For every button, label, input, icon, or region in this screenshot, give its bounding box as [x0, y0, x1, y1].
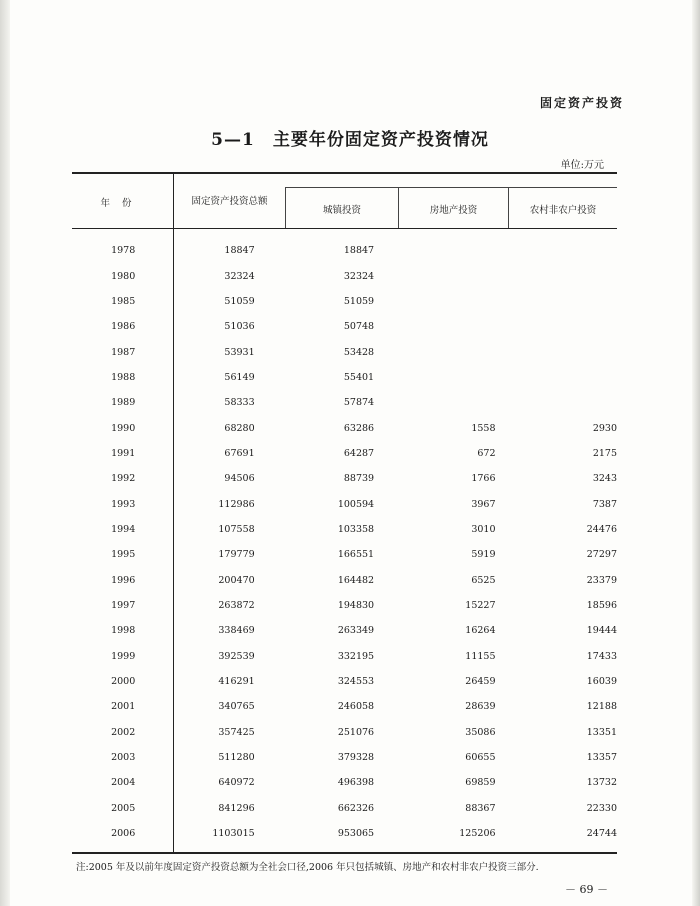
- cell-real-estate: 125206: [459, 828, 496, 840]
- cell-total: 392539: [218, 650, 255, 662]
- cell-year: 2000: [111, 676, 136, 688]
- cell-real-estate: [374, 390, 495, 415]
- cell-real-estate: 69859: [465, 777, 496, 789]
- cell-year: 2005: [111, 802, 136, 814]
- column-header-year: 年份: [100, 198, 144, 209]
- cell-year: 1995: [111, 549, 136, 561]
- cell-urban: 18847: [343, 245, 375, 257]
- cell-year: 1985: [111, 295, 136, 307]
- section-header: 固定资产投资: [539, 96, 624, 110]
- cell-year: 1994: [111, 523, 136, 535]
- cell-urban: 63286: [343, 422, 375, 434]
- cell-real-estate: 3010: [471, 523, 496, 535]
- cell-year: 2001: [111, 701, 136, 713]
- cell-year: 1980: [111, 270, 136, 282]
- table-row: [72, 796, 617, 821]
- column-header-urban: 城镇投资: [322, 205, 361, 216]
- cell-rural: [496, 339, 617, 364]
- cell-rural: [496, 390, 617, 415]
- cell-real-estate: 3967: [471, 498, 496, 510]
- cell-rural: 13351: [586, 726, 617, 738]
- cell-real-estate: 26459: [465, 676, 496, 688]
- cell-urban: 57874: [343, 397, 375, 409]
- header-sub-rule: [285, 187, 617, 188]
- cell-rural: 7387: [592, 498, 617, 510]
- cell-urban: 64287: [343, 447, 375, 459]
- table-row: [72, 365, 617, 390]
- cell-total: 1103015: [212, 828, 255, 840]
- cell-rural: 19444: [586, 625, 617, 637]
- cell-urban: 53428: [343, 346, 375, 358]
- cell-rural: [496, 365, 617, 390]
- cell-total: 416291: [218, 676, 255, 688]
- cell-year: 2003: [111, 752, 136, 764]
- cell-rural: [496, 238, 617, 263]
- cell-total: 68280: [224, 422, 255, 434]
- column-header-rural: 农村非农户投资: [529, 205, 597, 216]
- cell-total: 94506: [224, 473, 255, 485]
- cell-rural: 13357: [586, 752, 617, 764]
- cell-total: 338469: [218, 625, 255, 637]
- cell-urban: 953065: [337, 828, 375, 840]
- cell-rural: 24476: [586, 523, 617, 535]
- table-row: [72, 339, 617, 364]
- cell-urban: 263349: [337, 625, 375, 637]
- cell-real-estate: 672: [477, 447, 496, 459]
- cell-rural: [496, 263, 617, 288]
- cell-urban: 246058: [337, 701, 375, 713]
- cell-real-estate: 60655: [465, 752, 496, 764]
- cell-year: 2006: [111, 828, 136, 840]
- table-row: [72, 567, 617, 592]
- cell-real-estate: 11155: [465, 650, 496, 662]
- table-row: [72, 644, 617, 669]
- cell-urban: 332195: [337, 650, 375, 662]
- cell-total: 357425: [218, 726, 255, 738]
- cell-real-estate: 88367: [465, 802, 496, 814]
- cell-total: 511280: [218, 752, 255, 764]
- table-row: [72, 770, 617, 795]
- cell-urban: 324553: [337, 676, 375, 688]
- cell-real-estate: 6525: [471, 574, 496, 586]
- cell-real-estate: 35086: [465, 726, 496, 738]
- cell-year: 1997: [111, 599, 136, 611]
- cell-real-estate: 28639: [465, 701, 496, 713]
- cell-rural: 2930: [592, 422, 617, 434]
- cell-real-estate: [374, 289, 495, 314]
- cell-urban: 166551: [337, 549, 375, 561]
- page-number: － 69 －: [565, 883, 608, 896]
- cell-urban: 496398: [337, 777, 375, 789]
- cell-rural: 24744: [586, 828, 617, 840]
- cell-urban: 103358: [337, 523, 375, 535]
- cell-total: 67691: [224, 447, 255, 459]
- cell-year: 1992: [111, 473, 136, 485]
- cell-total: 841296: [218, 802, 255, 814]
- cell-real-estate: [374, 263, 495, 288]
- cell-urban: 662326: [337, 802, 375, 814]
- cell-total: 53931: [224, 346, 255, 358]
- cell-year: 1999: [111, 650, 136, 662]
- cell-real-estate: [374, 365, 495, 390]
- column-header-total: 固定资产投资总额: [191, 196, 268, 207]
- cell-year: 1996: [111, 574, 136, 586]
- cell-total: 112986: [218, 498, 255, 510]
- cell-total: 51036: [224, 321, 255, 333]
- table-row: [72, 694, 617, 719]
- table-row: [72, 441, 617, 466]
- table-row: [72, 415, 617, 440]
- cell-total: 200470: [218, 574, 255, 586]
- cell-total: 640972: [218, 777, 255, 789]
- cell-rural: [496, 289, 617, 314]
- cell-urban: 88739: [343, 473, 375, 485]
- cell-real-estate: 1558: [471, 422, 496, 434]
- cell-total: 32324: [224, 270, 255, 282]
- cell-rural: 3243: [592, 473, 617, 485]
- cell-rural: [496, 314, 617, 339]
- cell-total: 263872: [218, 599, 255, 611]
- cell-year: 2004: [111, 777, 136, 789]
- footnote: 注:2005 年及以前年度固定资产投资总额为全社会口径,2006 年只包括城镇、房地产和农村非农户投资三部分.: [76, 862, 539, 873]
- cell-urban: 32324: [343, 270, 375, 282]
- table-row: [72, 542, 617, 567]
- table-number: 5—1: [211, 130, 255, 150]
- cell-urban: 379328: [337, 752, 375, 764]
- table-row: [72, 314, 617, 339]
- cell-real-estate: 5919: [471, 549, 496, 561]
- table-row: [72, 466, 617, 491]
- cell-rural: 17433: [586, 650, 617, 662]
- table-header-rule: [72, 228, 617, 229]
- cell-real-estate: 15227: [465, 599, 496, 611]
- cell-real-estate: [374, 238, 495, 263]
- cell-year: 1987: [111, 346, 136, 358]
- cell-year: 1990: [111, 422, 136, 434]
- cell-total: 51059: [224, 295, 255, 307]
- cell-urban: 251076: [337, 726, 375, 738]
- cell-real-estate: 16264: [465, 625, 496, 637]
- cell-total: 107558: [218, 523, 255, 535]
- cell-year: 1991: [111, 447, 136, 459]
- cell-year: 1978: [111, 245, 136, 257]
- unit-label: 单位:万元: [560, 160, 604, 171]
- cell-total: 179779: [218, 549, 255, 561]
- cell-rural: 23379: [586, 574, 617, 586]
- cell-urban: 164482: [337, 574, 375, 586]
- table-row: [72, 491, 617, 516]
- table-top-rule: [72, 172, 617, 174]
- table-row: [72, 593, 617, 618]
- cell-urban: 100594: [337, 498, 375, 510]
- table-row: [72, 821, 617, 846]
- cell-total: 56149: [224, 371, 255, 383]
- cell-real-estate: [374, 314, 495, 339]
- cell-rural: 18596: [586, 599, 617, 611]
- table-row: [72, 238, 617, 263]
- table-row: [72, 263, 617, 288]
- table-row: [72, 289, 617, 314]
- column-header-real-estate: 房地产投资: [429, 205, 478, 216]
- cell-urban: 55401: [343, 371, 375, 383]
- table-row: [72, 669, 617, 694]
- cell-year: 1993: [111, 498, 136, 510]
- cell-year: 1986: [111, 321, 136, 333]
- cell-real-estate: 1766: [471, 473, 496, 485]
- cell-year: 1998: [111, 625, 136, 637]
- table-row: [72, 618, 617, 643]
- cell-total: 340765: [218, 701, 255, 713]
- table-row: [72, 745, 617, 770]
- table-row: [72, 390, 617, 415]
- investment-table: [72, 238, 617, 846]
- cell-rural: 13732: [586, 777, 617, 789]
- cell-total: 58333: [224, 397, 255, 409]
- cell-year: 2002: [111, 726, 136, 738]
- table-title: [0, 125, 700, 150]
- cell-year: 1988: [111, 371, 136, 383]
- table-title-text: 主要年份固定资产投资情况: [272, 130, 489, 150]
- table-row: [72, 517, 617, 542]
- table-row: [72, 720, 617, 745]
- cell-rural: 16039: [586, 676, 617, 688]
- cell-urban: 51059: [343, 295, 375, 307]
- cell-rural: 22330: [586, 802, 617, 814]
- cell-rural: 12188: [586, 701, 617, 713]
- cell-urban: 50748: [343, 321, 375, 333]
- cell-rural: 2175: [592, 447, 617, 459]
- cell-rural: 27297: [586, 549, 617, 561]
- cell-total: 18847: [224, 245, 255, 257]
- cell-urban: 194830: [337, 599, 375, 611]
- cell-year: 1989: [111, 397, 136, 409]
- cell-real-estate: [374, 339, 495, 364]
- table-bottom-rule: [72, 852, 617, 854]
